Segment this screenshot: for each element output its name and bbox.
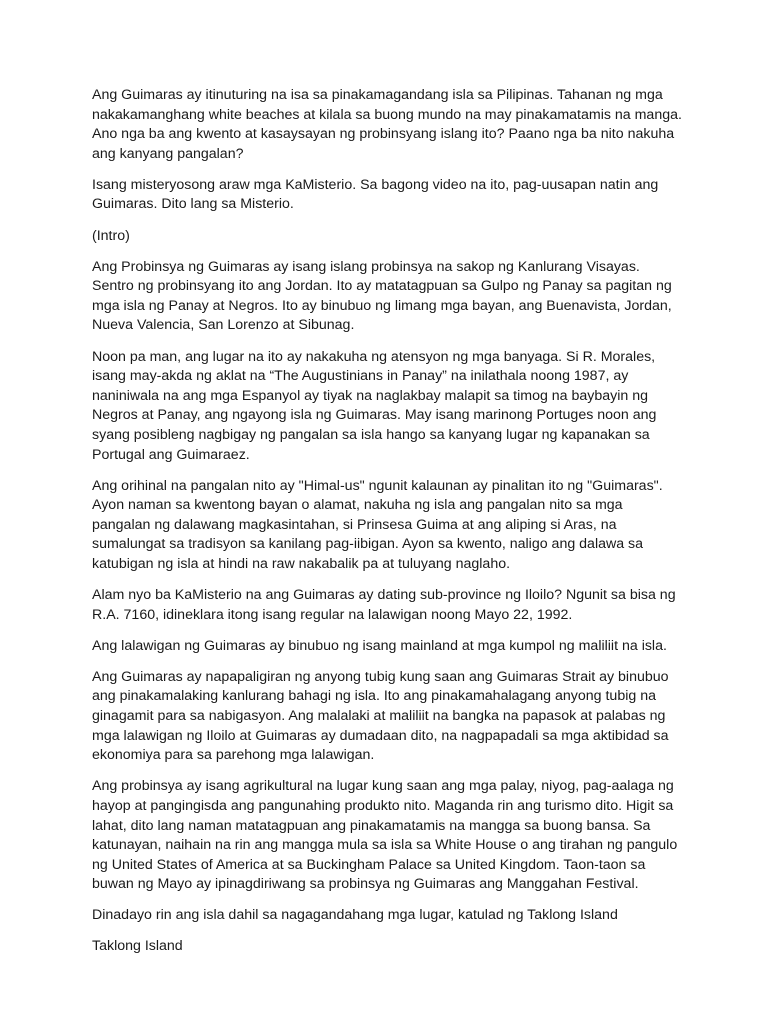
paragraph-greeting: Isang misteryosong araw mga KaMisterio. Sa bagong video na ito, pag-uusapan natin ang Guimaras. Dito lang sa Misterio. xyxy=(92,176,659,213)
paragraph-sub-province: Alam nyo ba KaMisterio na ang Guimaras ay dating sub-province ng Iloilo? Ngunit sa bisa ng R.A. 7160, idineklara itong isang regular na lalawigan noong Mayo 22, 1992. xyxy=(92,587,676,623)
paragraph-places: Dinadayo rin ang isla dahil sa nagagandahang mga lugar, katulad ng Taklong Island xyxy=(92,907,618,924)
paragraph-mainland: Ang lalawigan ng Guimaras ay binubuo ng isang mainland at mga kumpol ng maliliit na isla. xyxy=(92,637,667,654)
paragraph-taklong-heading: Taklong Island xyxy=(92,938,183,955)
paragraph-history: Noon pa man, ang lugar na ito ay nakakuha ng atensyon ng mga banyaga. Si R. Morales, isang may-akda ng aklat na “The Augustinians in Panay” na inilathala noong 1987, ay naniniwala na ang mga Espanyol ay tiyak na naglakbay malapit sa timog na baybayin ng Negros at Panay, ang ngayong isla ng Guimaras. May isang marinong Portuges noon ang syang posibleng nagbigay ng pangalan sa isla hango sa kanyang lugar ng kapanakan sa Portugal ang Guimaraez. xyxy=(92,348,657,463)
paragraph-intro: Ang Guimaras ay itinuturing na isa sa pinakamagandang isla sa Pilipinas. Tahanan ng mga nakakamanghang white beaches at kilala sa buong mundo na may pinakamatamis na manga. Ano nga ba ang kwento at kasaysayan ng probinsyang islang ito? Paano nga ba nito nakuha ang kanyang pangalan? xyxy=(92,87,682,162)
paragraph-strait: Ang Guimaras ay napapaligiran ng anyong tubig kung saan ang Guimaras Strait ay binubuo ang pinakamalaking kanlurang bahagi ng isla. Ito ang pinakamahalagang anyong tubig na ginagamit para sa nabigasyon. Ang malalaki at maliliit na bangka na papasok at palabas ng mga lalawigan ng Iloilo at Guimaras ay dumadaan dito, na nagpapadali sa mga aktibidad sa ekonomiya para sa parehong mga lalawigan. xyxy=(92,668,669,764)
paragraph-agriculture: Ang probinsya ay isang agrikultural na lugar kung saan ang mga palay, niyog, pag-aalaga ng hayop at pangingisda ang pangunahing produkto nito. Maganda rin ang turismo dito. Higit sa lahat, dito lang naman matatagpuan ang pinakamatamis na mangga sa buong bansa. Sa katunayan, naihain na rin ang mangga mula sa isla sa White House o ang tirahan ng pangulo ng United States of America at sa Buckingham Palace sa United Kingdom. Taon-taon sa buwan ng Mayo ay ipinagdiriwang sa probinsya ng Guimaras ang Manggahan Festival. xyxy=(92,778,678,893)
document-body xyxy=(92,86,682,969)
paragraph-province: Ang Probinsya ng Guimaras ay isang islang probinsya na sakop ng Kanlurang Visayas. Sentro ng probinsyang ito ang Jordan. Ito ay matatagpuan sa Gulpo ng Panay sa pagitan ng mga isla ng Panay at Negros. Ito ay binubuo ng limang mga bayan, ang Buenavista, Jordan, Nueva Valencia, San Lorenzo at Sibunag. xyxy=(92,258,672,334)
paragraph-name-origin: Ang orihinal na pangalan nito ay "Himal-us" ngunit kalaunan ay pinalitan ito ng "Guimaras". Ayon naman sa kwentong bayan o alamat, nakuha ng isla ang pangalan nito sa mga pangalan ng dalawang magkasintahan, si Prinsesa Guima at ang aliping si Aras, na sumalungat sa tradisyon sa kanilang pag-iibigan. Ayon sa kwento, naligo ang dalawa sa katubigan ng isla at hindi na raw nakabalik pa at tuluyang naglaho. xyxy=(92,477,663,572)
paragraph-intro-cue: (Intro) xyxy=(92,227,130,244)
